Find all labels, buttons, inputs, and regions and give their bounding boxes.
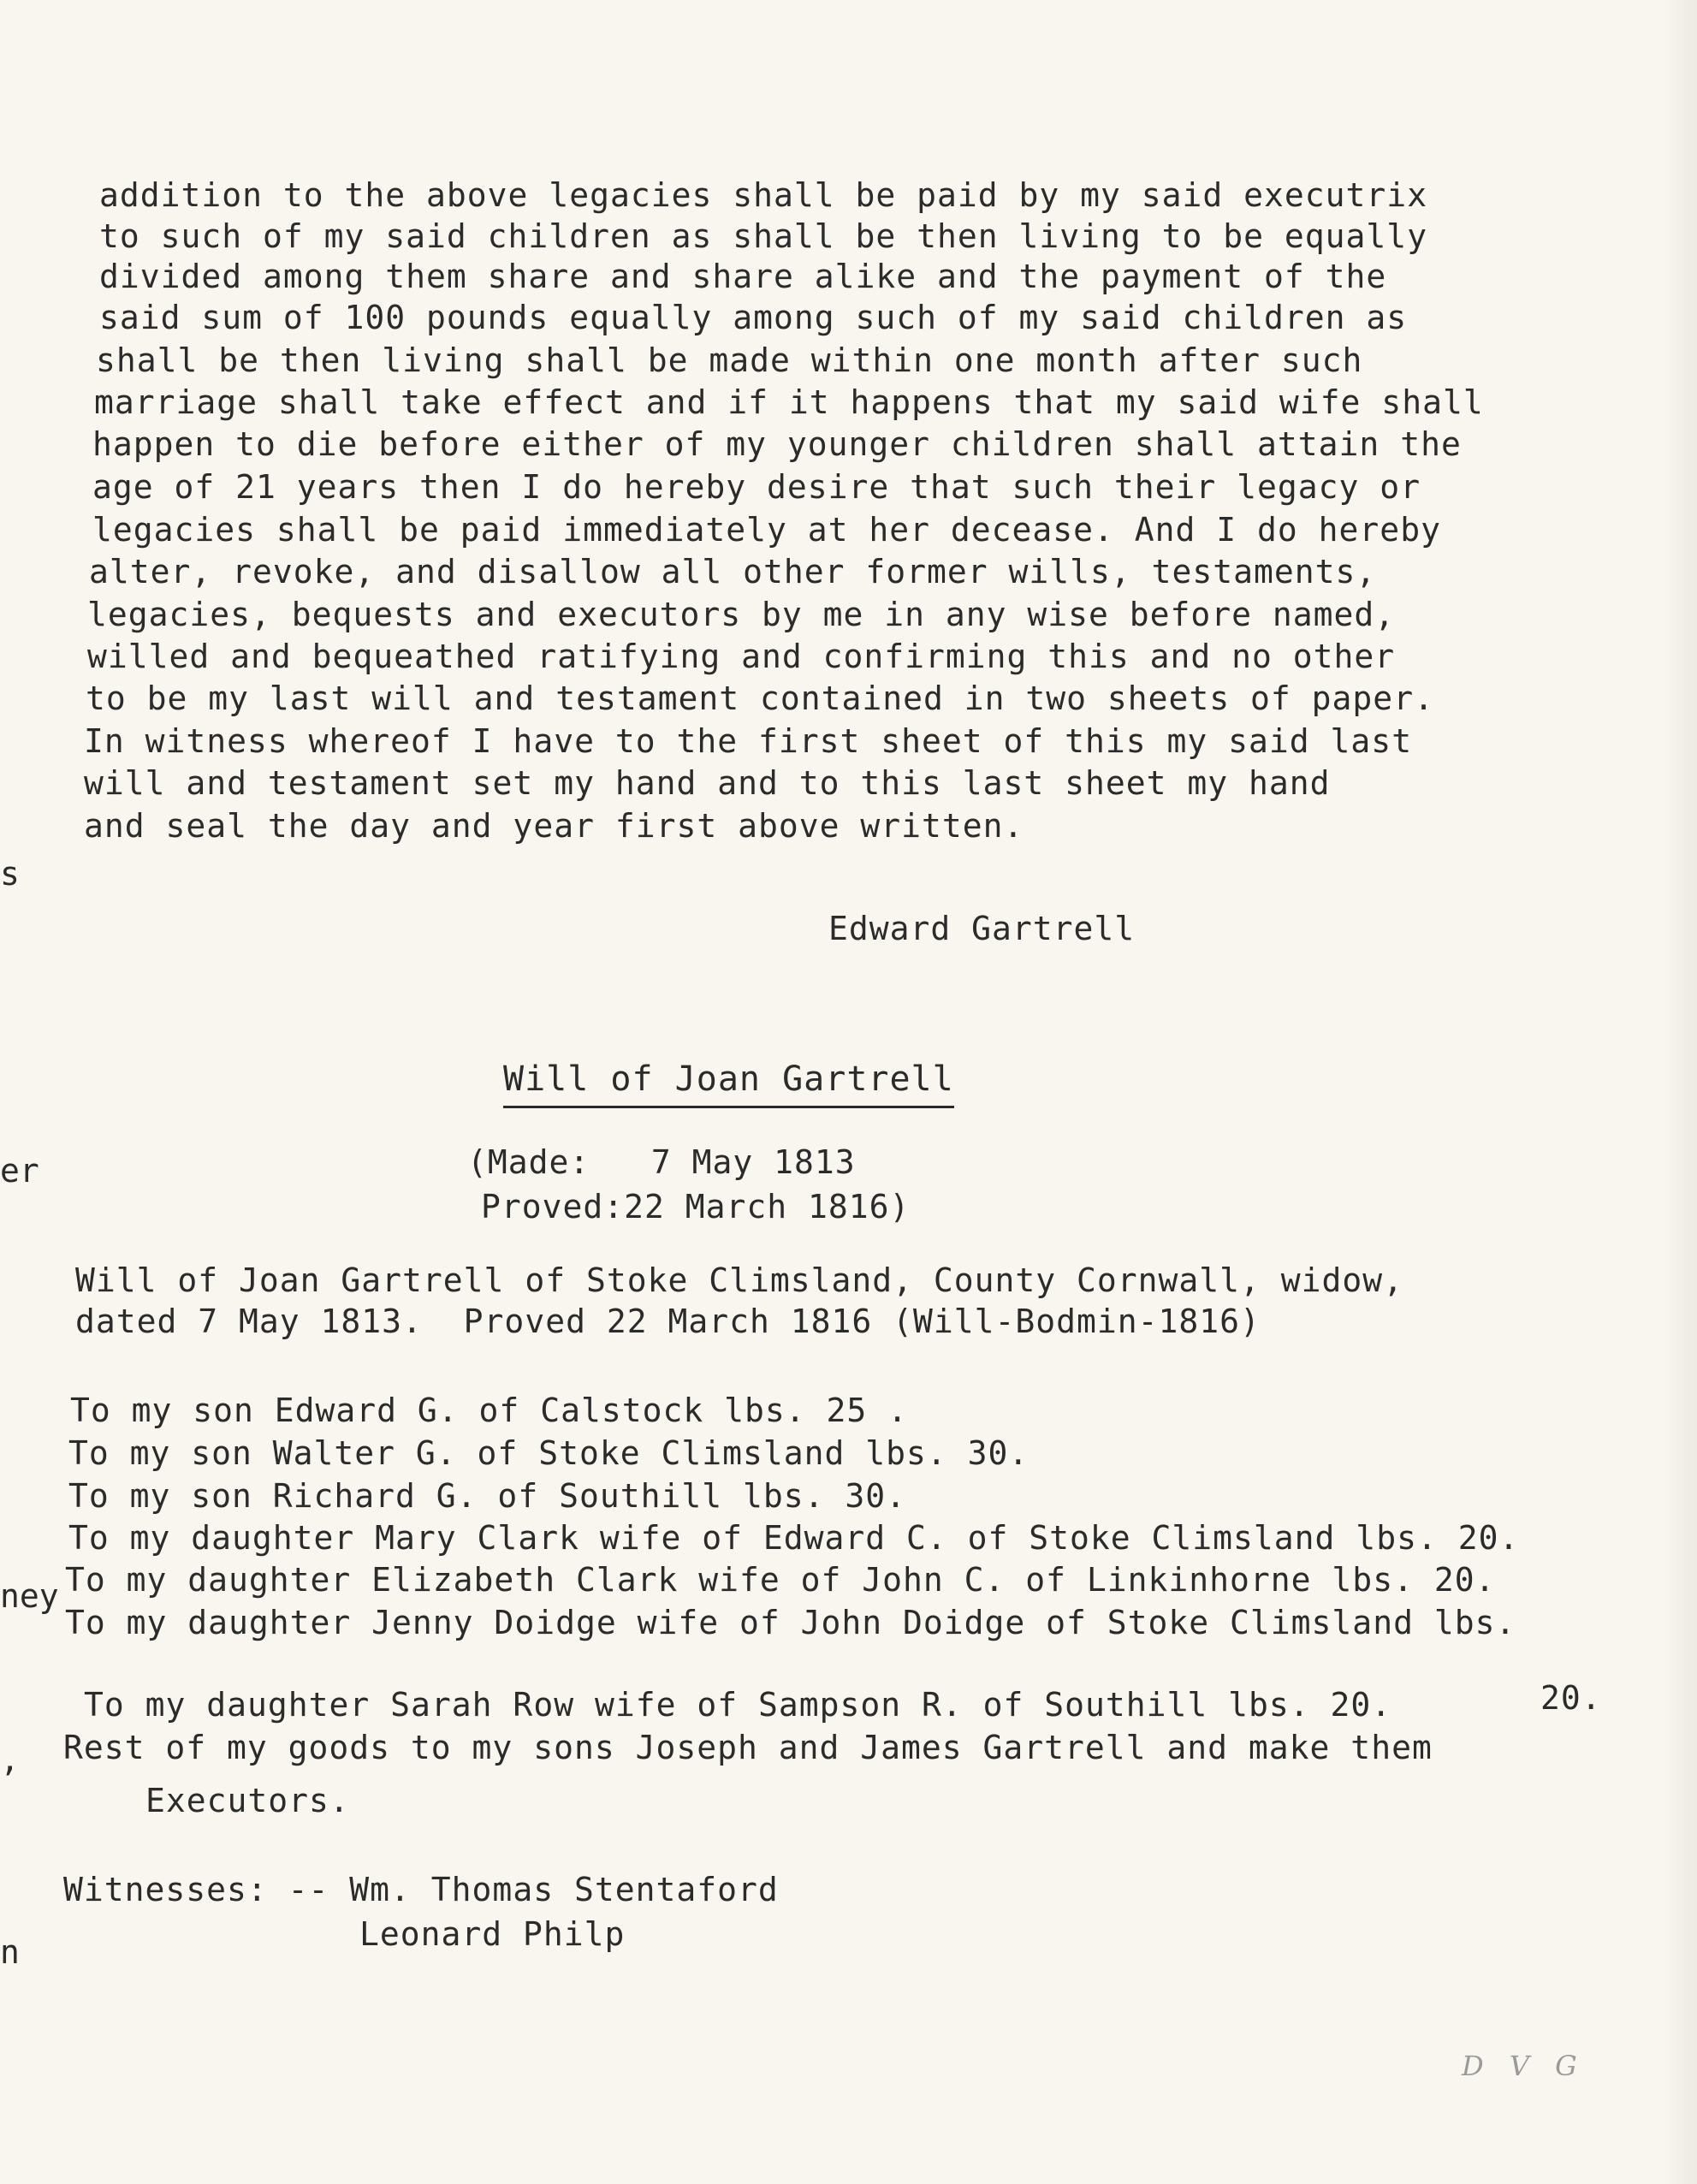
text-line: legacies shall be paid immediately at her decease. And I do hereby: [92, 511, 1441, 549]
bequest-line: To my son Walter G. of Stoke Climsland lbs. 30.: [68, 1434, 1029, 1472]
paper-edge-shading: [1663, 0, 1697, 2184]
text-line: marriage shall take effect and if it happens that my said wife shall: [94, 383, 1484, 421]
bequest-line: 20.: [1540, 1679, 1602, 1717]
text-line: will and testament set my hand and to this last sheet my hand: [84, 764, 1331, 802]
bequest-line: To my son Edward G. of Calstock lbs. 25 .: [70, 1392, 908, 1429]
text-line: divided among them share and share alike and the payment of the: [99, 258, 1387, 295]
margin-fragment: ,: [0, 1741, 20, 1778]
text-line: age of 21 years then I do hereby desire that such their legacy or: [92, 468, 1421, 506]
text-line: addition to the above legacies shall be paid by my said executrix: [99, 176, 1428, 214]
bequest-line: To my son Richard G. of Southill lbs. 30.: [68, 1477, 906, 1515]
text-line: legacies, bequests and executors by me in any wise before named,: [87, 596, 1396, 633]
text-line: happen to die before either of my younger children shall attain the: [92, 425, 1462, 463]
text-line: willed and bequeathed ratifying and confirming this and no other: [87, 638, 1396, 675]
made-date: (Made: 7 May 1813: [467, 1143, 856, 1181]
text-line: alter, revoke, and disallow all other former wills, testaments,: [89, 553, 1377, 591]
handwritten-initials: D V G: [1462, 2050, 1586, 2082]
margin-fragment: ney: [0, 1577, 59, 1615]
margin-fragment: s: [0, 855, 20, 893]
bequest-line: To my daughter Jenny Doidge wife of John Doidge of Stoke Climsland lbs.: [65, 1604, 1516, 1641]
text-line: In witness whereof I have to the first sheet of this my said last: [84, 722, 1413, 760]
text-line: said sum of 100 pounds equally among such of my said children as: [99, 299, 1408, 336]
proved-date: Proved:22 March 1816): [481, 1188, 911, 1226]
bequest-line: Executors.: [145, 1782, 350, 1819]
document-title: Will of Joan Gartrell: [503, 1058, 954, 1108]
text-line: shall be then living shall be made within one month after such: [96, 341, 1363, 379]
text-line: to be my last will and testament contained in two sheets of paper.: [86, 680, 1434, 717]
text-line: and seal the day and year first above written.: [84, 807, 1024, 845]
bequest-line: To my daughter Elizabeth Clark wife of John C. of Linkinhorne lbs. 20.: [65, 1561, 1496, 1599]
bequest-line: To my daughter Mary Clark wife of Edward C. of Stoke Climsland lbs. 20.: [68, 1519, 1520, 1557]
text-line: to such of my said children as shall be then living to be equally: [99, 217, 1428, 255]
margin-fragment: n: [0, 1933, 20, 1971]
signature: Edward Gartrell: [828, 910, 1136, 947]
witness-name: Leonard Philp: [359, 1915, 626, 1953]
intro-line: Will of Joan Gartrell of Stoke Climsland, County Cornwall, widow,: [75, 1261, 1404, 1299]
margin-fragment: er: [0, 1152, 39, 1190]
witnesses-line: Witnesses: -- Wm. Thomas Stentaford: [63, 1871, 779, 1908]
bequest-line: To my daughter Sarah Row wife of Sampson R. of Southill lbs. 20.: [84, 1686, 1392, 1724]
intro-line: dated 7 May 1813. Proved 22 March 1816 (Will-Bodmin-1816): [75, 1303, 1261, 1340]
bequest-line: Rest of my goods to my sons Joseph and James Gartrell and make them: [63, 1729, 1433, 1766]
